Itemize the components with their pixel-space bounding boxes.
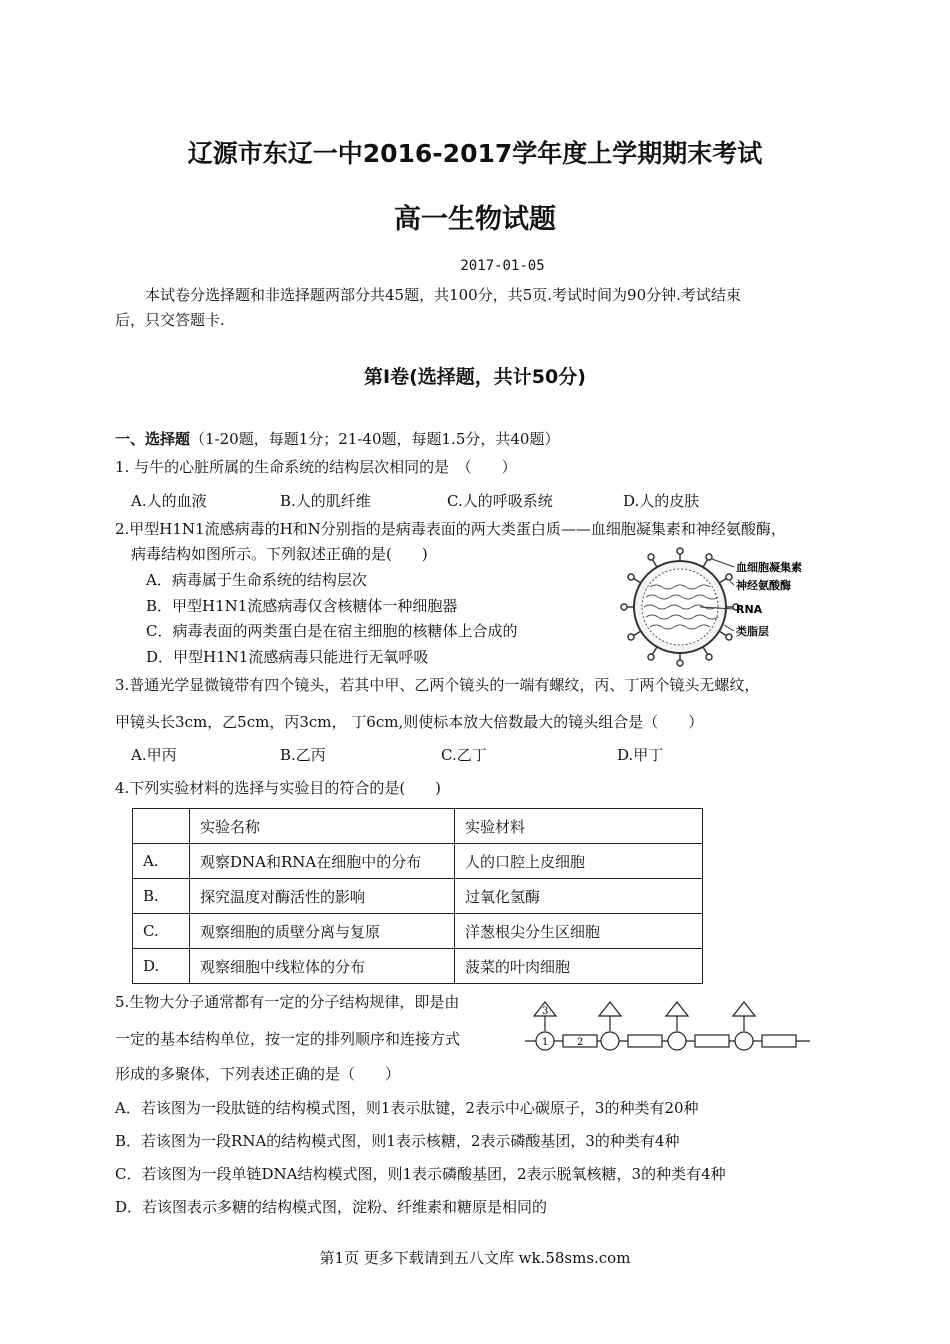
part-note: （1-20题，每题1分；21-40题，每题1.5分，共40题） [190, 430, 560, 448]
table-header-cell: 实验名称 [190, 809, 455, 844]
q3-stem-line1: 3.普通光学显微镜带有四个镜头，若其中甲、乙两个镜头的一端有螺纹，丙、丁两个镜头无螺纹， [115, 676, 760, 694]
exam-date: 2017-01-05 [460, 258, 545, 274]
q3-option-d: D.甲丁 [617, 746, 664, 764]
figure-label-1: 1 [542, 1037, 549, 1048]
q2-option-b: B．甲型H1N1流感病毒仅含核糖体一种细胞器 [146, 597, 458, 615]
figure-label-neuraminidase: 神经氨酸酶 [736, 579, 791, 592]
virus-structure-figure [620, 545, 850, 667]
page-footer: 第1页 更多下载请到五八文库 wk.58sms.com [319, 1249, 631, 1267]
table-cell: 人的口腔上皮细胞 [455, 844, 703, 879]
intro-text-line2: 后，只交答题卡. [115, 311, 225, 329]
q3-option-c: C.乙丁 [441, 746, 487, 764]
experiment-table [132, 808, 703, 984]
q2-stem-line1: 2.甲型H1N1流感病毒的H和N分别指的是病毒表面的两大类蛋白质——血细胞凝集素和神经氨酸酶， [115, 520, 786, 538]
q2-option-c: C．病毒表面的两类蛋白是在宿主细胞的核糖体上合成的 [146, 622, 518, 640]
q5-stem-line2: 一定的基本结构单位，按一定的排列顺序和连接方式 [115, 1030, 461, 1048]
q5-option-b: B．若该图为一段RNA的结构模式图，则1表示核糖，2表示磷酸基团，3的种类有4种 [115, 1132, 680, 1150]
q5-option-d: D．若该图表示多糖的结构模式图，淀粉、纤维素和糖原是相同的 [115, 1198, 548, 1216]
q4-stem: 4.下列实验材料的选择与实验目的符合的是( ) [115, 779, 442, 797]
exam-title: 辽源市东辽一中2016-2017学年度上学期期末考试 [187, 139, 763, 168]
table-row [133, 914, 703, 949]
section-title: 第Ⅰ卷(选择题，共计50分) [364, 366, 586, 388]
table-header-cell [133, 809, 190, 844]
q2-option-d: D．甲型H1N1流感病毒只能进行无氧呼吸 [146, 648, 429, 666]
q1-option-d: D.人的皮肤 [623, 492, 700, 510]
table-cell: 观察细胞中线粒体的分布 [190, 949, 455, 984]
table-cell: D. [133, 949, 190, 984]
q3-stem-line2: 甲镜头长3cm，乙5cm，丙3cm， 丁6cm,则使标本放大倍数最大的镜头组合是（ ） [115, 713, 704, 731]
intro-text-line1: 本试卷分选择题和非选择题两部分共45题，共100分，共5页.考试时间为90分钟.考试结束 [145, 286, 741, 304]
figure-label-hemagglutinin: 血细胞凝集素 [736, 561, 802, 574]
q1-option-a: A.人的血液 [131, 492, 207, 510]
table-cell: 观察DNA和RNA在细胞中的分布 [190, 844, 455, 879]
polymer-units [534, 1002, 796, 1050]
table-cell: 菠菜的叶肉细胞 [455, 949, 703, 984]
table-cell: 过氧化氢酶 [455, 879, 703, 914]
table-cell: 探究温度对酶活性的影响 [190, 879, 455, 914]
q5-option-a: A．若该图为一段肽链的结构模式图，则1表示肽键，2表示中心碳原子，3的种类有20种 [115, 1099, 699, 1117]
q1-option-c: C.人的呼吸系统 [447, 492, 553, 510]
table-row [133, 844, 703, 879]
table-cell: 观察细胞的质壁分离与复原 [190, 914, 455, 949]
table-header-row [133, 809, 703, 844]
table-cell: A. [133, 844, 190, 879]
q5-stem-line3: 形成的多聚体，下列表述正确的是（ ） [115, 1065, 401, 1083]
q3-option-b: B.乙丙 [280, 746, 326, 764]
q5-option-c: C．若该图为一段单链DNA结构模式图，则1表示磷酸基团，2表示脱氧核糖，3的种类有4种 [115, 1165, 726, 1183]
table-header-cell: 实验材料 [455, 809, 703, 844]
exam-subtitle: 高一生物试题 [394, 204, 556, 235]
part-label: 一、选择题 [115, 430, 191, 448]
table-cell: 洋葱根尖分生区细胞 [455, 914, 703, 949]
virus-body [634, 561, 726, 653]
figure-label-lipid-layer: 类脂层 [736, 625, 769, 638]
q3-option-a: A.甲丙 [131, 746, 177, 764]
q1-option-b: B.人的肌纤维 [280, 492, 371, 510]
table-row [133, 879, 703, 914]
q1-stem: 1. 与牛的心脏所属的生命系统的结构层次相同的是 （ ） [115, 458, 517, 476]
table-cell: B. [133, 879, 190, 914]
figure-label-rna: RNA [736, 603, 763, 616]
figure-label-2: 2 [577, 1037, 584, 1048]
table-cell: C. [133, 914, 190, 949]
part-heading [115, 429, 559, 449]
table-row [133, 949, 703, 984]
q5-stem-line1: 5.生物大分子通常都有一定的分子结构规律，即是由 [115, 993, 460, 1011]
q2-stem-line2: 病毒结构如图所示。下列叙述正确的是( ) [131, 545, 428, 563]
polymer-structure-figure [520, 1000, 815, 1055]
q2-option-a: A．病毒属于生命系统的结构层次 [146, 571, 367, 589]
figure-label-3: 3 [542, 1006, 549, 1017]
